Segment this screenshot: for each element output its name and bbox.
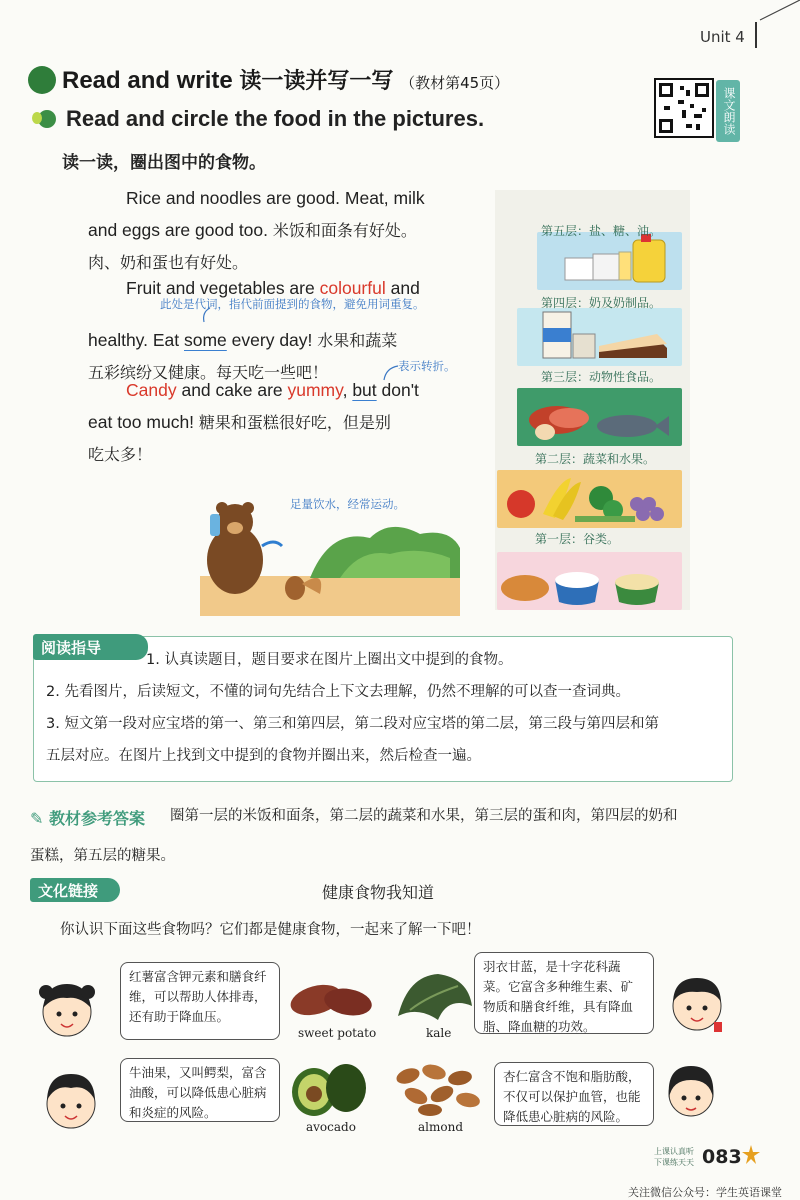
label-kale: kale	[426, 1026, 452, 1040]
passage-paragraph-1	[88, 182, 478, 279]
answer-tag	[30, 806, 145, 829]
fruit-vegetable-icon	[497, 470, 682, 528]
answer-line-2: 蛋糕，第五层的糖果。	[30, 848, 175, 864]
milk-cake-icon	[517, 308, 682, 366]
p3-text-c: don't	[376, 380, 419, 400]
food-pyramid	[495, 190, 690, 610]
p3-text-b: ,	[342, 380, 353, 400]
bubble-sweet-potato: 红薯富含钾元素和膳食纤维，可以帮助人体排毒，还有助于降血压。	[120, 962, 280, 1040]
answer-tag-text: 教材参考答案	[48, 809, 145, 828]
pyramid-layer-4	[517, 308, 682, 366]
sweet-potato-icon	[286, 972, 376, 1022]
word-colourful: colourful	[319, 278, 386, 298]
guide-line-3b: 五层对应。在图片上找到文中提到的食物并圈出来，然后检查一遍。	[46, 748, 481, 764]
pyramid-label-5: 第五层：盐、糖、油。	[541, 224, 662, 238]
badge-line-1: 上课认真听	[654, 1147, 694, 1156]
pencil-icon: ✎	[30, 809, 44, 828]
salt-sugar-oil-icon	[537, 232, 682, 290]
meat-egg-fish-icon	[517, 388, 682, 446]
note-some: 此处是代词，指代前面提到的食物，避免用词重复。	[160, 297, 425, 311]
guide-line-3a: 3. 短文第一段对应宝塔的第一、第三和第四层，第二段对应宝塔的第二层，第三段与第四层和第	[46, 716, 659, 732]
word-candy: Candy	[126, 380, 177, 400]
p2-cn-2: 五彩缤纷又健康。每天吃一些吧！	[88, 363, 329, 382]
subsection-title: Read and circle the food in the pictures.	[66, 106, 485, 131]
guide-line-1: 1. 认真读题目，题目要求在图片上圈出文中提到的食物。	[146, 652, 513, 668]
kale-icon	[388, 966, 478, 1026]
word-yummy: yummy	[287, 380, 343, 400]
pyramid-label-1: 第一层：谷类。	[535, 532, 620, 546]
culture-link-tag: 文化链接	[30, 878, 120, 902]
section-title	[62, 64, 509, 95]
section-title-cn: 读一读并写一写	[239, 69, 394, 94]
subsection-bullet-icon	[38, 110, 56, 128]
reading-guide-tag: 阅读指导	[33, 634, 148, 660]
note-some-arrow-icon	[196, 306, 216, 324]
grain-rice-noodles-icon	[497, 552, 682, 610]
bubble-kale: 羽衣甘蓝，是十字花科蔬菜。它富含多种维生素、矿物质和膳食纤维，具有降血脂、降血糖的功效。	[474, 952, 654, 1034]
note-but: 表示转折。	[398, 359, 456, 373]
pyramid-layer-1	[497, 552, 682, 610]
pyramid-layer-5	[537, 232, 682, 290]
almond-icon	[390, 1058, 486, 1118]
note-but-arrow-icon	[378, 362, 402, 382]
p1-cn-2: 肉、奶和蛋也有好处。	[88, 253, 249, 272]
p3-cn-1: 糖果和蛋糕很好吃，但是别	[198, 413, 391, 432]
label-sweet-potato: sweet potato	[298, 1026, 377, 1040]
subsection-title-cn: 读一读，圈出图中的食物。	[62, 153, 266, 173]
bubble-almond: 杏仁富含不饱和脂肪酸，不仅可以保护血管，也能降低患心脏病的风险。	[494, 1062, 654, 1126]
p2-text-d: every day!	[226, 330, 313, 350]
page-number-badge	[654, 1144, 754, 1172]
boy-avatar-1	[666, 970, 728, 1040]
word-but: but	[352, 380, 377, 400]
unit-label: Unit 4	[700, 28, 745, 46]
label-almond: almond	[418, 1120, 464, 1134]
p3-text-a: and cake are	[176, 380, 288, 400]
label-avocado: avocado	[306, 1120, 356, 1134]
note-bear: 足量饮水，经常运动。	[290, 497, 405, 511]
boy-avatar-2	[40, 1068, 102, 1134]
badge-line-2: 下课练天天	[654, 1158, 694, 1167]
p2-text-a: Fruit and vegetables are	[126, 278, 320, 298]
avocado-icon	[286, 1058, 370, 1118]
bear-exercise-illustration	[170, 498, 460, 616]
audio-reading-tab[interactable]: 课文朗读	[716, 80, 740, 142]
girl-avatar-1	[36, 978, 98, 1042]
culture-intro: 你认识下面这些食物吗？它们都是健康食物，一起来了解一下吧！	[60, 922, 481, 938]
p3-text-d: eat too much!	[88, 412, 195, 432]
footer-wechat: 关注微信公众号：学生英语课堂	[628, 1186, 782, 1199]
bubble-avocado: 牛油果，又叫鳄梨，富含油酸，可以降低患心脏病和炎症的风险。	[120, 1058, 280, 1122]
answer-line-1: 圈第一层的米饭和面条，第二层的蔬菜和水果，第三层的蛋和肉，第四层的奶和	[170, 808, 678, 824]
p2-cn-1: 水果和蔬菜	[317, 331, 398, 350]
pyramid-label-2: 第二层：蔬菜和水果。	[535, 452, 656, 466]
unit-divider	[755, 22, 757, 48]
qr-code-icon[interactable]	[654, 78, 714, 138]
section-title-ref: （教材第45页）	[400, 74, 510, 92]
p1-line2: and eggs are good too.	[88, 220, 269, 240]
culture-title: 健康食物我知道	[322, 883, 435, 902]
star-icon	[742, 1144, 760, 1168]
p2-text-b: and	[385, 278, 420, 298]
page-number: 083	[702, 1146, 742, 1168]
pyramid-layer-3	[517, 388, 682, 446]
page-corner-decoration	[740, 0, 800, 60]
section-bullet-icon	[28, 66, 56, 94]
guide-line-2: 2. 先看图片，后读短文，不懂的词句先结合上下文去理解，仍然不理解的可以查一查词典。	[46, 684, 630, 700]
p1-line1: Rice and noodles are good. Meat, milk	[126, 188, 425, 208]
p2-text-c: healthy. Eat	[88, 330, 184, 350]
section-title-en: Read and write	[62, 67, 233, 94]
pyramid-label-4: 第四层：奶及奶制品。	[541, 296, 662, 310]
pyramid-layer-2	[497, 470, 682, 528]
word-some: some	[184, 330, 227, 350]
p1-cn-1: 米饭和面条有好处。	[272, 221, 417, 240]
p3-cn-2: 吃太多！	[88, 445, 153, 464]
passage-paragraph-3	[88, 374, 478, 471]
pyramid-label-3: 第三层：动物性食品。	[541, 370, 662, 384]
girl-avatar-2	[660, 1058, 722, 1124]
